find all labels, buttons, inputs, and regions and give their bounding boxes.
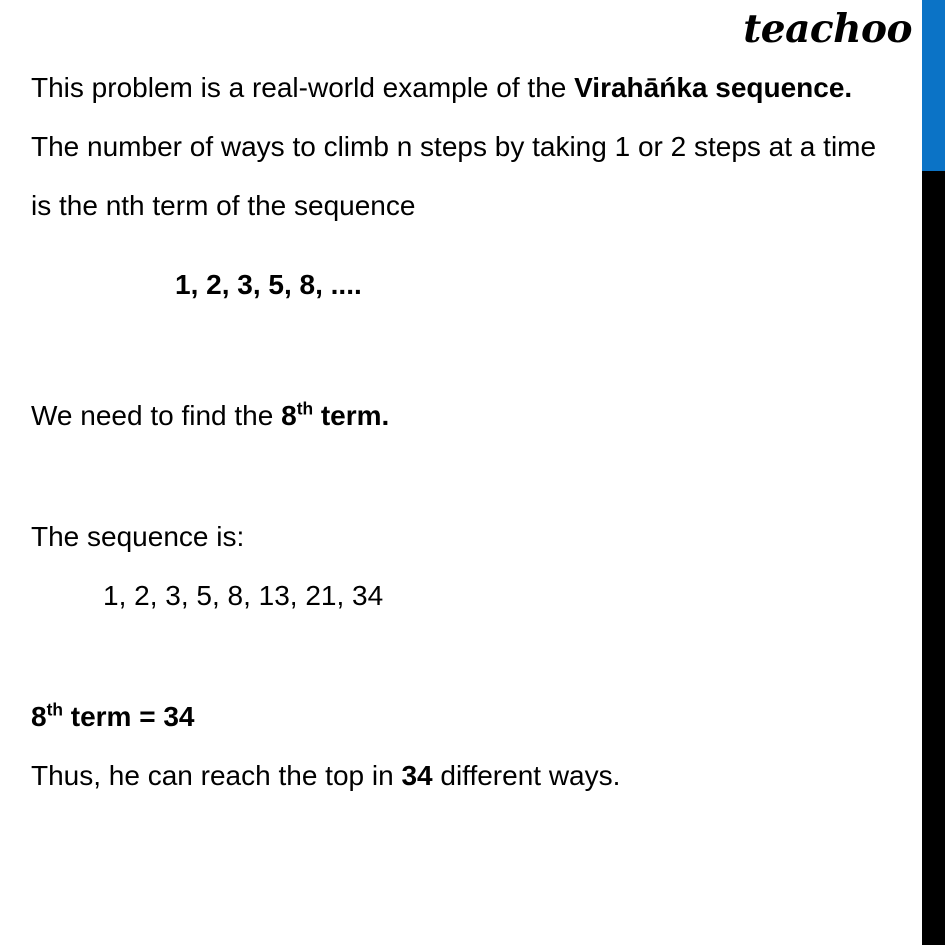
rule-line-2: is the nth term of the sequence bbox=[31, 190, 416, 221]
conclusion-suffix: different ways. bbox=[432, 760, 621, 791]
conclusion-line bbox=[31, 762, 916, 821]
need-text-prefix: We need to find the bbox=[31, 400, 282, 431]
sequence-label: The sequence is: bbox=[31, 521, 245, 552]
need-ordinal-suffix: th bbox=[296, 398, 314, 419]
need-text-tail: term. bbox=[313, 400, 390, 431]
intro-text-prefix: This problem is a real-world example of the bbox=[31, 72, 575, 103]
spacer-after-rule bbox=[31, 247, 916, 271]
answer-ordinal-suffix: th bbox=[46, 699, 63, 720]
intro-line bbox=[31, 74, 916, 133]
rule-line-1: The number of ways to climb n steps by taking 1 or 2 steps at a time bbox=[31, 131, 877, 162]
spacer-before-need bbox=[31, 330, 916, 402]
teachoo-logo: teachoo bbox=[743, 6, 912, 52]
spacer-before-answer bbox=[31, 641, 916, 703]
need-line bbox=[31, 398, 916, 461]
conclusion-prefix: Thus, he can reach the top in bbox=[31, 760, 402, 791]
need-ordinal-number: 8 bbox=[281, 400, 297, 431]
answer-ordinal-number: 8 bbox=[31, 701, 47, 732]
sequence-short: 1, 2, 3, 5, 8, .... bbox=[175, 269, 362, 300]
lesson-body bbox=[31, 74, 916, 821]
virahanka-sequence-term: Virahāńka sequence. bbox=[574, 72, 853, 103]
blue-accent-bar bbox=[922, 0, 945, 171]
answer-tail: term = 34 bbox=[62, 701, 195, 732]
need-ordinal bbox=[281, 400, 313, 431]
black-accent-bar bbox=[922, 171, 945, 945]
conclusion-value: 34 bbox=[401, 760, 433, 791]
answer-line bbox=[31, 699, 916, 762]
spacer-before-sequence-label bbox=[31, 461, 916, 523]
right-edge-decoration-bar bbox=[922, 0, 945, 945]
sequence-full: 1, 2, 3, 5, 8, 13, 21, 34 bbox=[103, 580, 384, 611]
